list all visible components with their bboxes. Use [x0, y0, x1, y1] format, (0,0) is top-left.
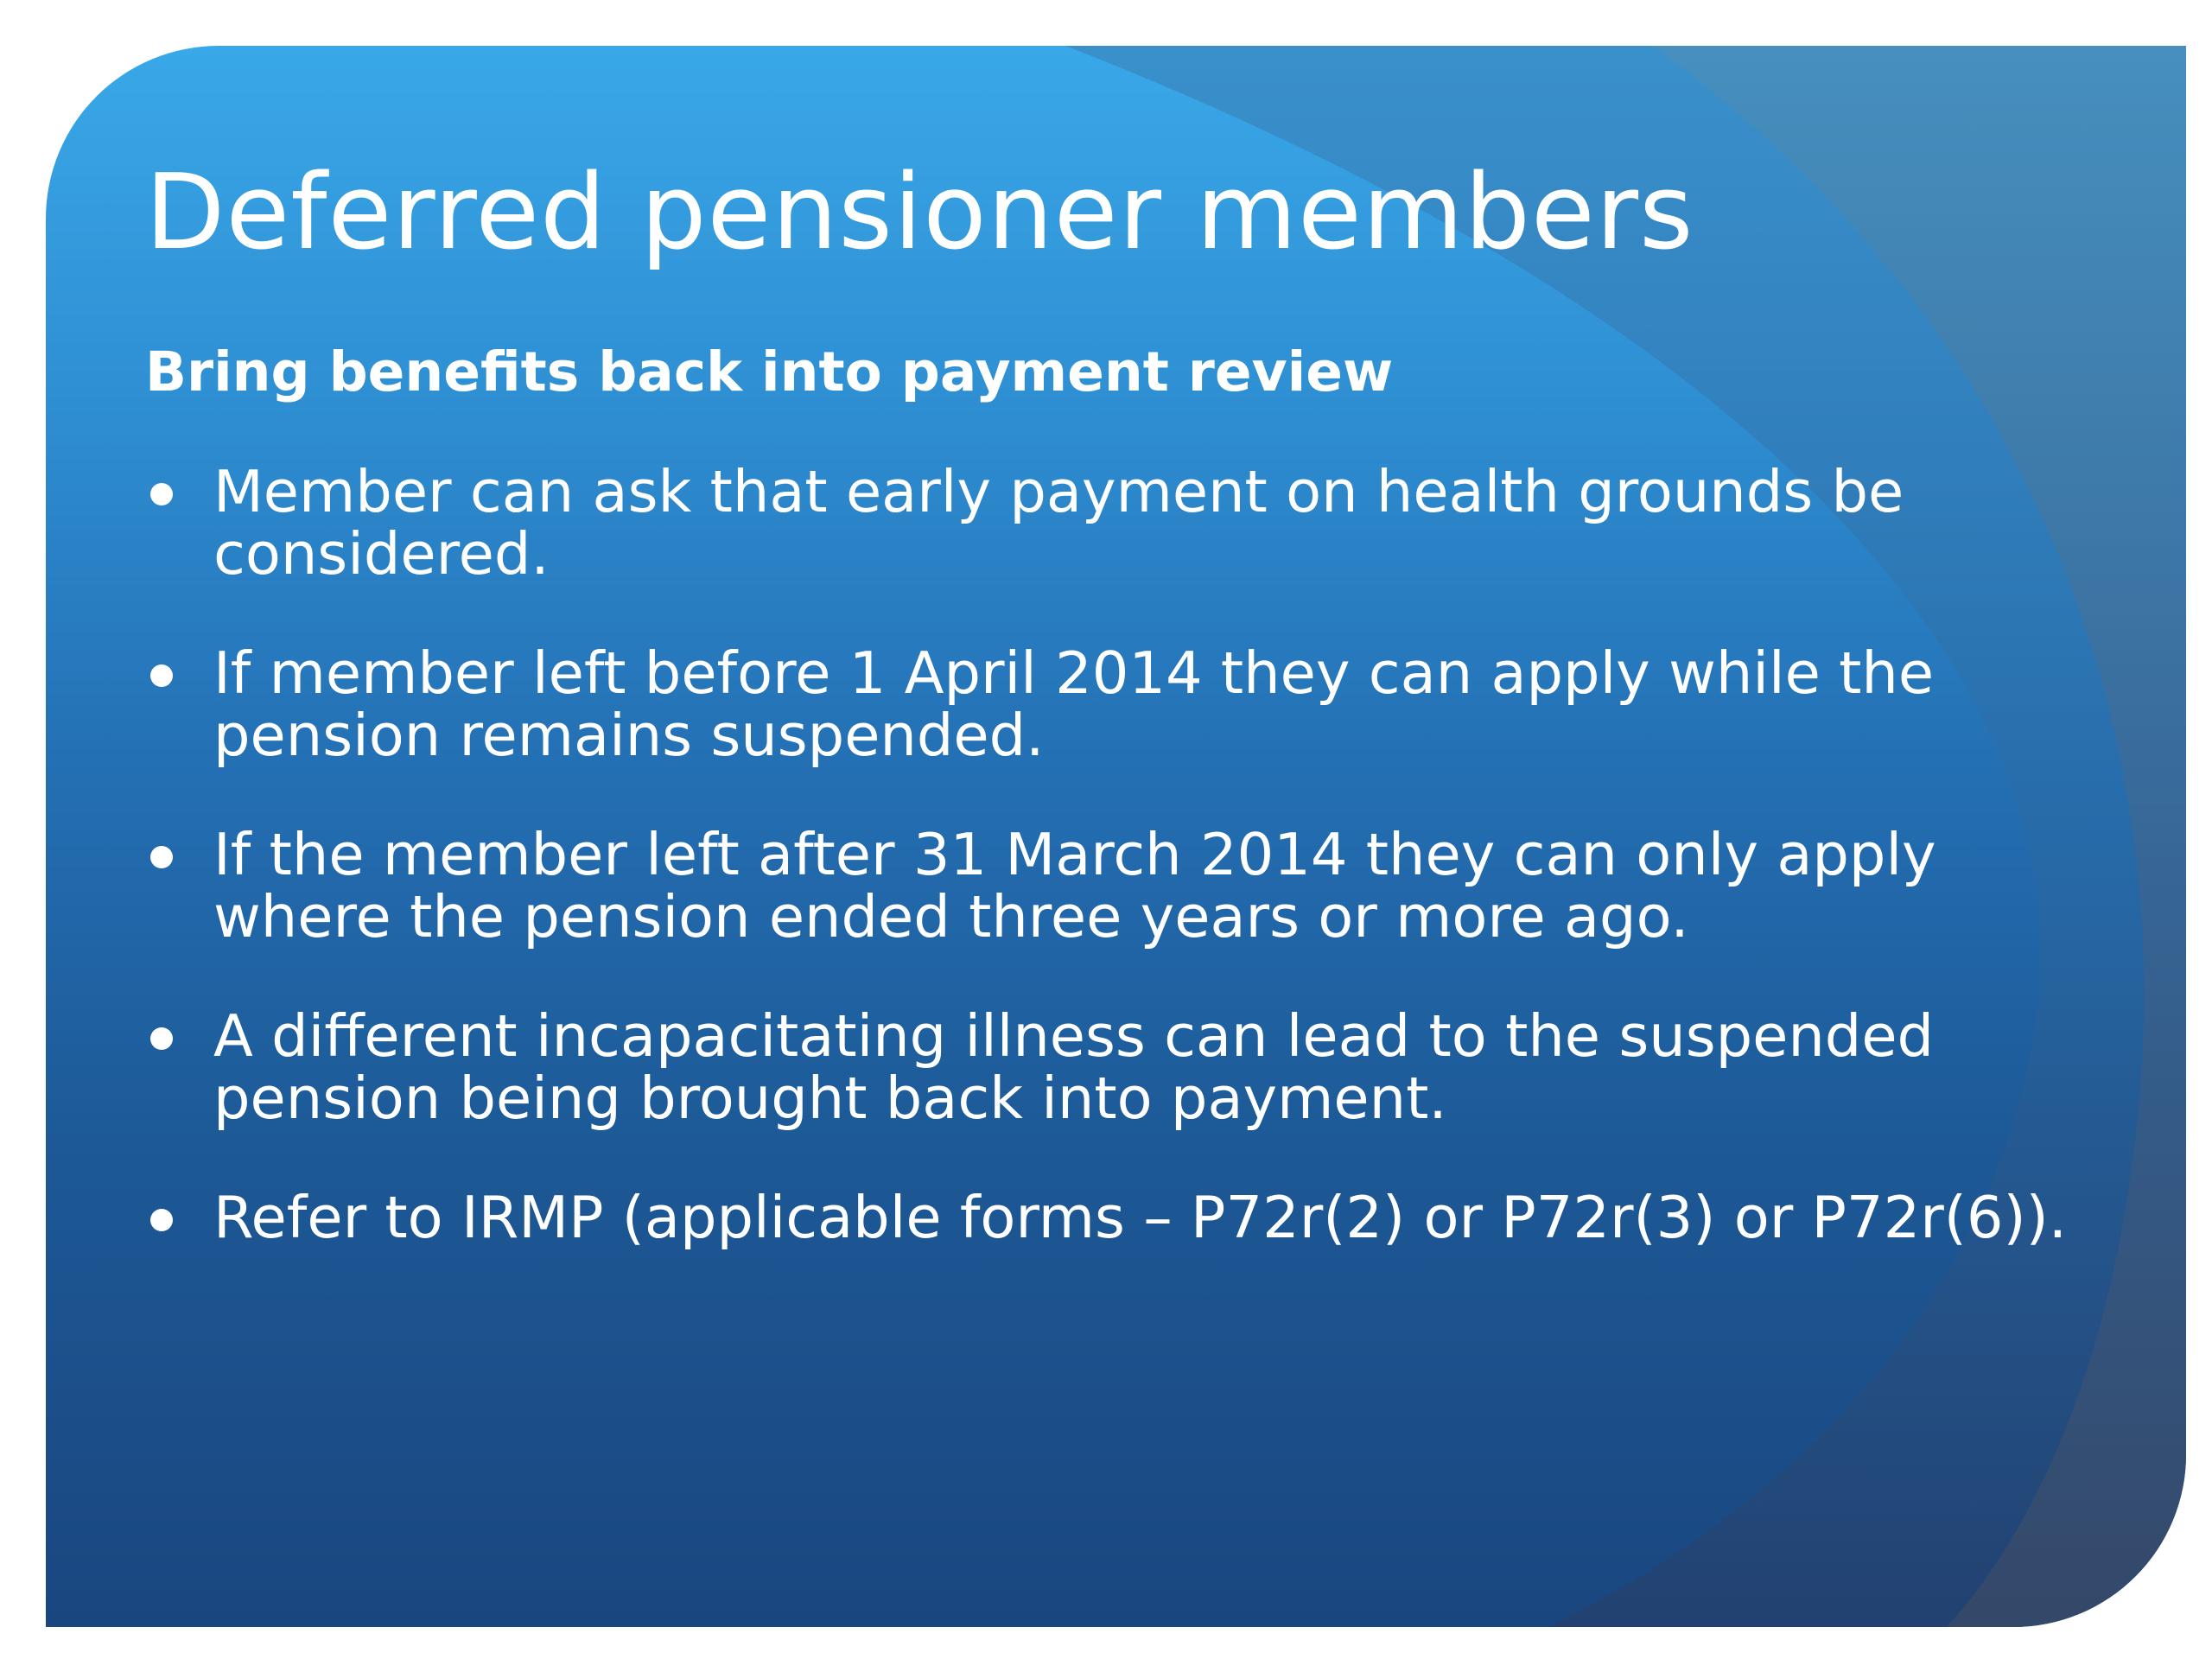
slide-subtitle: Bring benefits back into payment review — [145, 340, 1394, 404]
slide-title: Deferred pensioner members — [145, 153, 1694, 273]
bullet-item — [145, 1186, 2081, 1249]
bullet-item — [145, 458, 2081, 588]
bullet-dot-icon — [150, 483, 173, 505]
slide — [46, 46, 2186, 1627]
bullet-text: Refer to IRMP (applicable forms – P72r(2) or P72r(3) or P72r(6)). — [213, 1184, 2068, 1251]
bullet-item — [145, 1002, 2081, 1132]
bullet-text: If the member left after 31 March 2014 they can only apply where the pension ended three years or more ago. — [213, 821, 1936, 950]
bullet-dot-icon — [150, 846, 173, 868]
bullet-text: If member left before 1 April 2014 they can apply while the pension remains suspended. — [213, 639, 1935, 769]
bullet-list — [145, 458, 2081, 1306]
bullet-dot-icon — [150, 1209, 173, 1231]
bullet-text: Member can ask that early payment on health grounds be considered. — [213, 458, 1904, 588]
bullet-dot-icon — [150, 664, 173, 687]
bullet-item — [145, 823, 2081, 948]
bullet-item — [145, 639, 2081, 769]
bullet-text: A different incapacitating illness can lead to the suspended pension being brought back into payment. — [213, 1002, 1935, 1132]
bullet-dot-icon — [150, 1027, 173, 1050]
